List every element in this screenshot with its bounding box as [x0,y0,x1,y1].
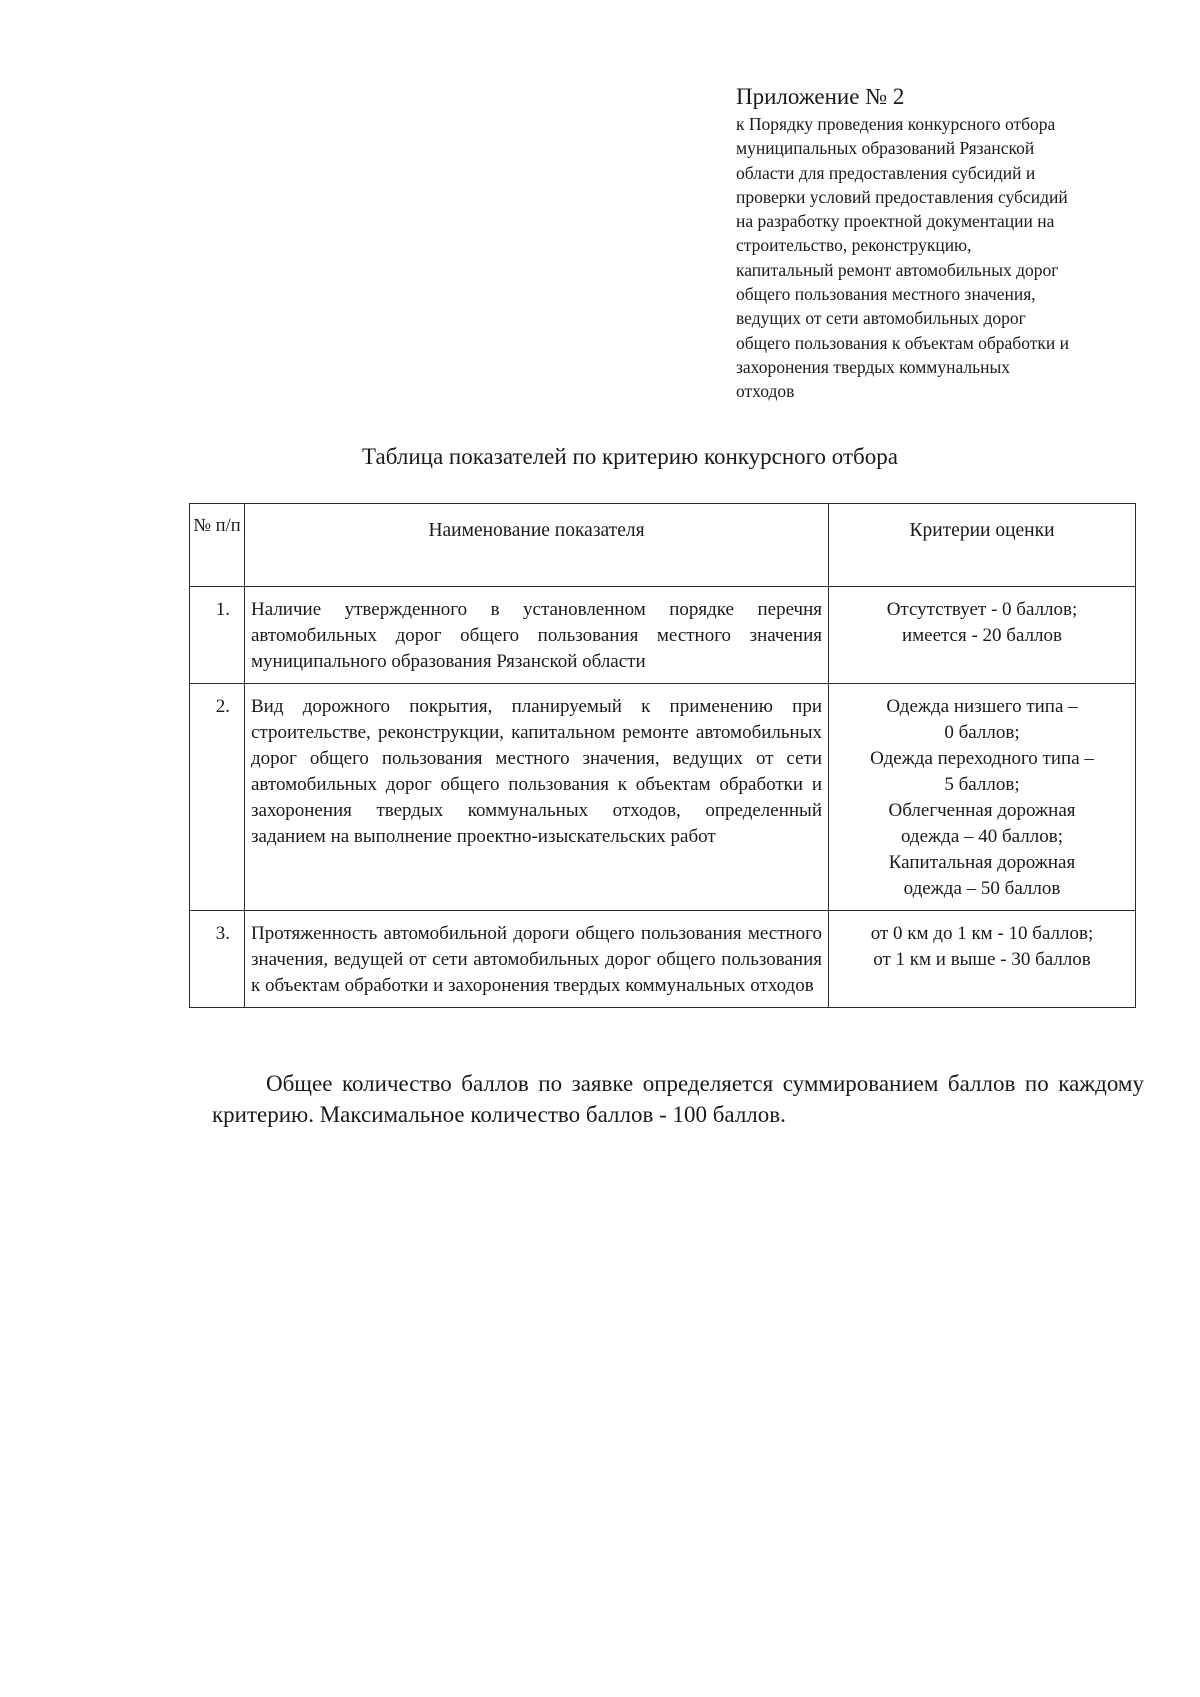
criteria-line: Одежда переходного типа – [870,748,1094,769]
appendix-line: области для предоставления субсидий и [736,162,1036,183]
appendix-line: ведущих от сети автомобильных дорог [736,308,1026,329]
appendix-line: общего пользования к объектам обработки и [736,332,1069,353]
indicator-name: Протяженность автомобильной дороги общего пользования местного значения, ведущей от сети автомобильных дорог общего пользования к объектам обработки и захоронения твердых коммунальных отходов [245,911,829,1008]
table-row [190,911,1136,1008]
total-score-note: Общее количество баллов по заявке определяется суммированием баллов по каждому критерию. Максимальное количество баллов - 100 баллов. [212,1071,1144,1127]
appendix-line: муниципальных образований Рязанской [736,138,1035,159]
criteria-line: Отсутствует - 0 баллов; [886,599,1078,620]
appendix-line: строительство, реконструкцию, [736,235,972,256]
header-evaluation-criteria: Критерии оценки [829,504,1136,587]
appendix-line: проверки условий предоставления субсидий [736,186,1068,207]
evaluation-criteria [829,587,1136,684]
criteria-line: 0 баллов; [944,722,1020,743]
table-title: Таблица показателей по критерию конкурсного отбора [362,444,898,469]
criteria-line: от 1 км и выше - 30 баллов [873,949,1091,970]
criteria-table [189,503,1136,1008]
header-indicator-name: Наименование показателя [245,504,829,587]
appendix-line: капитальный ремонт автомобильных дорог [736,259,1059,280]
indicator-name: Наличие утвержденного в установленном порядке перечня автомобильных дорог общего пользования местного значения муниципального образования Рязанской области [245,587,829,684]
header-number: № п/п [190,504,245,587]
row-number: 1. [190,587,245,684]
criteria-line: имеется - 20 баллов [901,625,1063,646]
appendix-header [736,82,1136,404]
criteria-line: Одежда низшего типа – [886,696,1078,717]
criteria-line: одежда – 40 баллов; [900,826,1063,847]
row-number: 3. [190,911,245,1008]
table-header-row [190,504,1136,587]
evaluation-criteria [829,911,1136,1008]
appendix-title: Приложение № 2 [736,84,905,109]
appendix-line: захоронения твердых коммунальных [736,356,1010,377]
evaluation-criteria [829,684,1136,911]
criteria-line: одежда – 50 баллов [903,878,1061,899]
table-row [190,587,1136,684]
row-number: 2. [190,684,245,911]
appendix-line: отходов [736,381,795,402]
criteria-line: от 0 км до 1 км - 10 баллов; [870,923,1094,944]
table-row [190,684,1136,911]
criteria-line: 5 баллов; [944,774,1020,795]
criteria-line: Капитальная дорожная [888,852,1076,873]
appendix-line: на разработку проектной документации на [736,211,1055,232]
appendix-subtitle [736,112,1136,404]
appendix-line: к Порядку проведения конкурсного отбора [736,114,1056,134]
criteria-line: Облегченная дорожная [888,800,1076,821]
appendix-line: общего пользования местного значения, [736,284,1036,305]
indicator-name: Вид дорожного покрытия, планируемый к применению при строительстве, реконструкции, капитальном ремонте автомобильных дорог общего пользования местного значения, ведущих от сети автомобильных дорог общего пользования к объектам обработки и захоронения твердых коммунальных отходов, определенный заданием на выполнение проектно-изыскательских работ [245,684,829,911]
